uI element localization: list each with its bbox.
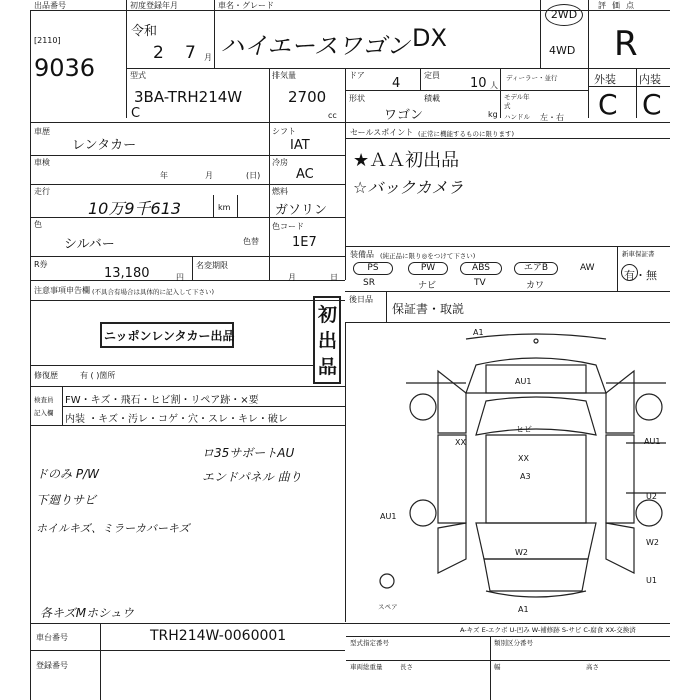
name-label: 車名・グレード [218,1,274,10]
ext-score: C [598,88,618,121]
inspect-label-2: 記入欄 [34,409,54,417]
color-change-label: 色替 [243,237,259,246]
mileage-label: 走行 [34,187,50,196]
shape-value: ワゴン [384,108,424,123]
reg-label: 初度登録年月 [130,1,178,10]
diagram-mark-13: A1 [518,605,529,614]
color-value: シルバー [64,237,115,252]
ext-label: 外装 [594,73,616,86]
inspection-year: 年 [160,171,168,180]
equipment-label: 装備品 [350,250,374,259]
notes-vertical-3: 品 [318,356,338,378]
recycle-value: 13,180 [104,266,150,281]
diagram-mark-11: AU1 [380,512,397,521]
fuel-label: 燃料 [272,187,288,196]
equip-navi: ナビ [418,281,437,291]
legend: A-キズ E-エクボ U-凹み W-補修跡 S-サビ C-腐食 XX-交換済 [460,626,636,634]
notes-stamp: ニッポンレンタカー出品 [104,329,235,343]
disp-unit: cc [328,111,337,120]
history-value: レンタカー [72,138,137,153]
inspect-row-2: 内装 ・キズ・汚レ・コゲ・穴・スレ・キレ・破レ [65,414,288,425]
disp-label: 排気量 [272,71,296,80]
warranty-value: 有・無 [624,269,657,282]
int-score: C [642,88,662,121]
ac-value: AC [296,167,314,182]
diagram-mark-8: U2 [646,492,657,501]
footer-height: 高さ [586,663,599,671]
model-extra: C [131,106,141,121]
diagram-mark-4: XX [455,438,466,447]
selling-label: セールスポイント [350,128,414,137]
inspection-month: 月 [205,171,213,180]
footer-length: 長さ [400,663,413,671]
model-label: 型式 [130,71,146,80]
inspection-label: 車検 [34,158,50,167]
dealer-label: ディーラー・並行 [506,74,558,82]
capacity-value: 10 [470,76,487,91]
color-label: 色 [34,220,42,229]
diagram-mark-12: W2 [515,548,528,557]
expire-month: 月 [288,273,296,282]
history-label: 車歴 [34,127,50,136]
chassis-value: TRH214W-0060001 [150,628,287,644]
lot-label: 出品番号 [34,1,66,10]
memo-left-4: 各キズMホシュウ [40,606,134,620]
diagram-mark-10: U1 [646,576,657,585]
model-value: 3BA-TRH214W [134,88,243,106]
footer-type-number: 型式指定番号 [350,639,389,647]
ac-label: 冷房 [272,158,288,167]
notes-vertical-1: 初 [318,304,338,326]
selling-sub: (正常に機能するものに限ります) [418,130,515,138]
repair-value: 有 ( )箇所 [80,371,116,380]
handle-value: 左・右 [540,113,564,122]
diagram-mark-2: AU1 [515,377,532,386]
color-code: 1E7 [292,235,317,250]
reg-month-unit: 月 [204,53,212,62]
car-grade: DX [412,24,447,52]
selling-point-1: ★ＡＡ初出品 [353,150,460,171]
notes-sub: (不具合有場合は具体的に記入して下さい) [92,288,215,296]
diagram-mark-1: A1 [473,328,484,337]
model-year-label: モデル年式 [504,93,530,110]
car-damage-diagram [346,323,670,623]
equip-abs: ABS [460,262,502,275]
reg-month: 7 [185,43,196,63]
papers-label: 後日品 [349,295,373,304]
score-label: 評価点 [598,1,640,10]
memo-left-3: ホイルキズ、ミラーカバーキズ [36,522,190,535]
capacity-unit: 人 [490,81,498,90]
capacity-label: 定員 [424,71,440,80]
shift-label: シフト [272,127,296,136]
memo-left-2: 下廻りサビ [36,493,97,507]
equip-ps: PS [353,262,393,275]
repair-label: 修復歴 [34,371,58,380]
doors-label: ドア [349,71,365,80]
equip-sr: SR [363,278,375,288]
inspect-label-1: 検査員 [34,396,54,404]
equipment-sub: (純正品に限り◎をつけて下さい) [380,252,476,260]
memo-line-1: ロ35サボートAU [202,446,295,460]
mileage-unit: km [218,203,231,212]
equip-leather: カワ [526,281,545,291]
papers-value: 保証書・取説 [392,302,465,316]
memo-left-1: ドのみ P/W [36,467,99,481]
equip-tv: TV [474,278,486,288]
diagram-mark-6: A3 [520,472,531,481]
lot-number: 9036 [34,54,96,82]
reg-era: 令和 [131,24,158,39]
doors-value: 4 [392,76,401,91]
inspect-row-1: FW・キズ・飛石・ヒビ割・リペア跡・×要 [65,395,259,406]
fuel-value: ガソリン [275,203,328,218]
diagram-mark-9: W2 [646,538,659,547]
diagram-mark-3: ヒビ [516,425,532,434]
chassis-label: 車台番号 [36,633,68,642]
expire-day: 日 [330,273,338,282]
equip-pw: PW [408,262,448,275]
notes-label: 注意事項申告欄 [34,286,90,295]
mileage-value: 10万9千613 [88,199,182,218]
handle-label: ハンドル [504,113,530,121]
diagram-mark-5: XX [518,454,529,463]
selling-point-2: ☆バックカメラ [353,178,464,197]
notes-vertical-2: 出 [318,330,338,352]
recycle-label: R券 [34,260,48,269]
footer-class-number: 類別区分番号 [494,639,533,647]
footer-weight: 車両総重量 [350,663,383,671]
load-unit: kg [488,110,498,119]
score-value: R [614,24,638,64]
diagram-mark-7: AU1 [644,437,661,446]
shift-value: IAT [290,138,310,153]
expire-label: 名変期限 [196,261,228,270]
car-name: ハイエースワゴン [220,32,410,60]
registration-label: 登録番号 [36,661,68,670]
inspection-day: (日) [246,171,261,180]
int-label: 内装 [639,73,661,86]
reg-year: 2 [153,43,164,63]
lot-code: [2110] [34,36,61,45]
equip-airbag: エアB [514,262,558,275]
warranty-label: 新車保証書 [622,250,655,258]
footer-width: 幅 [494,663,501,671]
spare-label: スペア [378,603,398,611]
memo-line-2: エンドパネル 曲り [202,470,302,484]
load-label: 積載 [424,94,440,103]
drive-4wd: 4WD [549,44,576,57]
recycle-unit: 円 [176,273,184,282]
equip-aw: AW [580,263,595,273]
shape-label: 形状 [349,94,365,103]
disp-value: 2700 [288,88,327,106]
color-code-label: 色コード [272,222,304,231]
drive-2wd: 2WD [545,4,583,26]
